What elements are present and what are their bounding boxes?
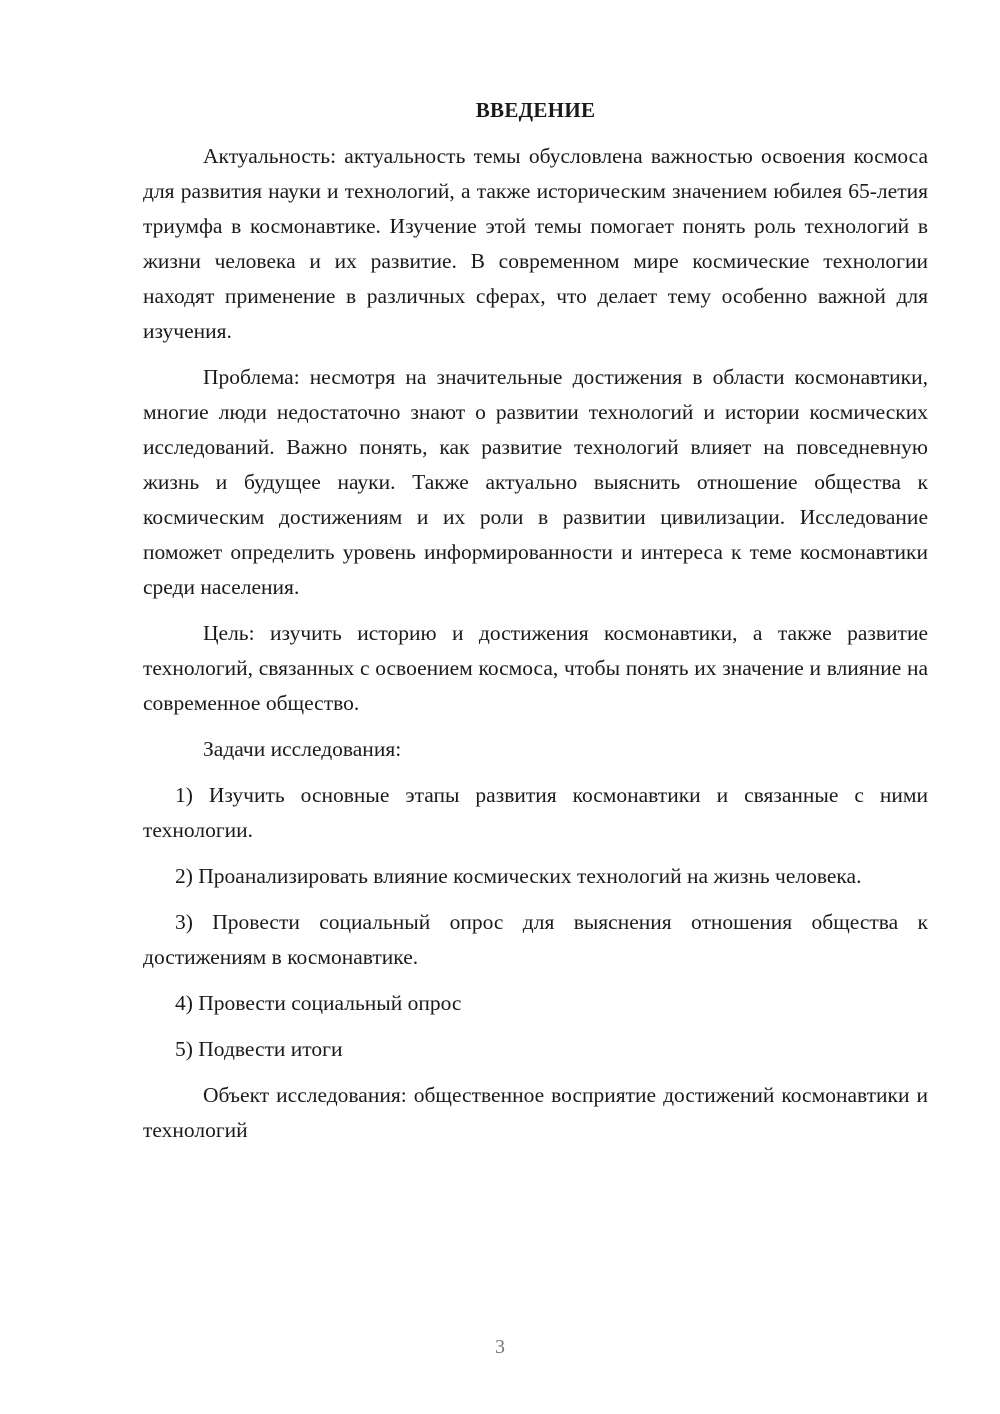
object-paragraph: Объект исследования: общественное восприятие достижений космонавтики и технологий — [143, 1083, 928, 1142]
page-number: 3 — [495, 1336, 505, 1358]
section-heading: ВВЕДЕНИЕ — [475, 98, 596, 122]
task-item-5: 5) Подвести итоги — [175, 1037, 343, 1061]
task-item-4: 4) Провести социальный опрос — [175, 991, 462, 1015]
relevance-paragraph: Актуальность: актуальность темы обусловлена важностью освоения космоса для развития науки и технологий, а также историческим значением юбилея 65-летия триумфа в космонавтике. Изучение этой темы помогает понять роль технологий в жизни человека и их развитие. В современном мире космические технологии находят применение в различных сферах, что делает тему особенно важной для изучения. — [143, 144, 928, 343]
task-item-2: 2) Проанализировать влияние космических технологий на жизнь человека. — [175, 864, 862, 888]
task-item-1: 1) Изучить основные этапы развития космонавтики и связанные с ними технологии. — [143, 783, 928, 842]
tasks-heading: Задачи исследования: — [203, 737, 402, 761]
task-item-3: 3) Провести социальный опрос для выяснения отношения общества к достижениям в космонавтике. — [143, 910, 928, 969]
problem-paragraph: Проблема: несмотря на значительные достижения в области космонавтики, многие люди недостаточно знают о развитии технологий и истории космических исследований. Важно понять, как развитие технологий влияет на повседневную жизнь и будущее науки. Также актуально выяснить отношение общества к космическим достижениям и их роли в развитии цивилизации. Исследование поможет определить уровень информированности и интереса к теме космонавтики среди населения. — [143, 365, 928, 599]
page-content — [143, 95, 928, 1148]
goal-paragraph: Цель: изучить историю и достижения космонавтики, а также развитие технологий, связанных с освоением космоса, чтобы понять их значение и влияние на современное общество. — [143, 621, 928, 715]
